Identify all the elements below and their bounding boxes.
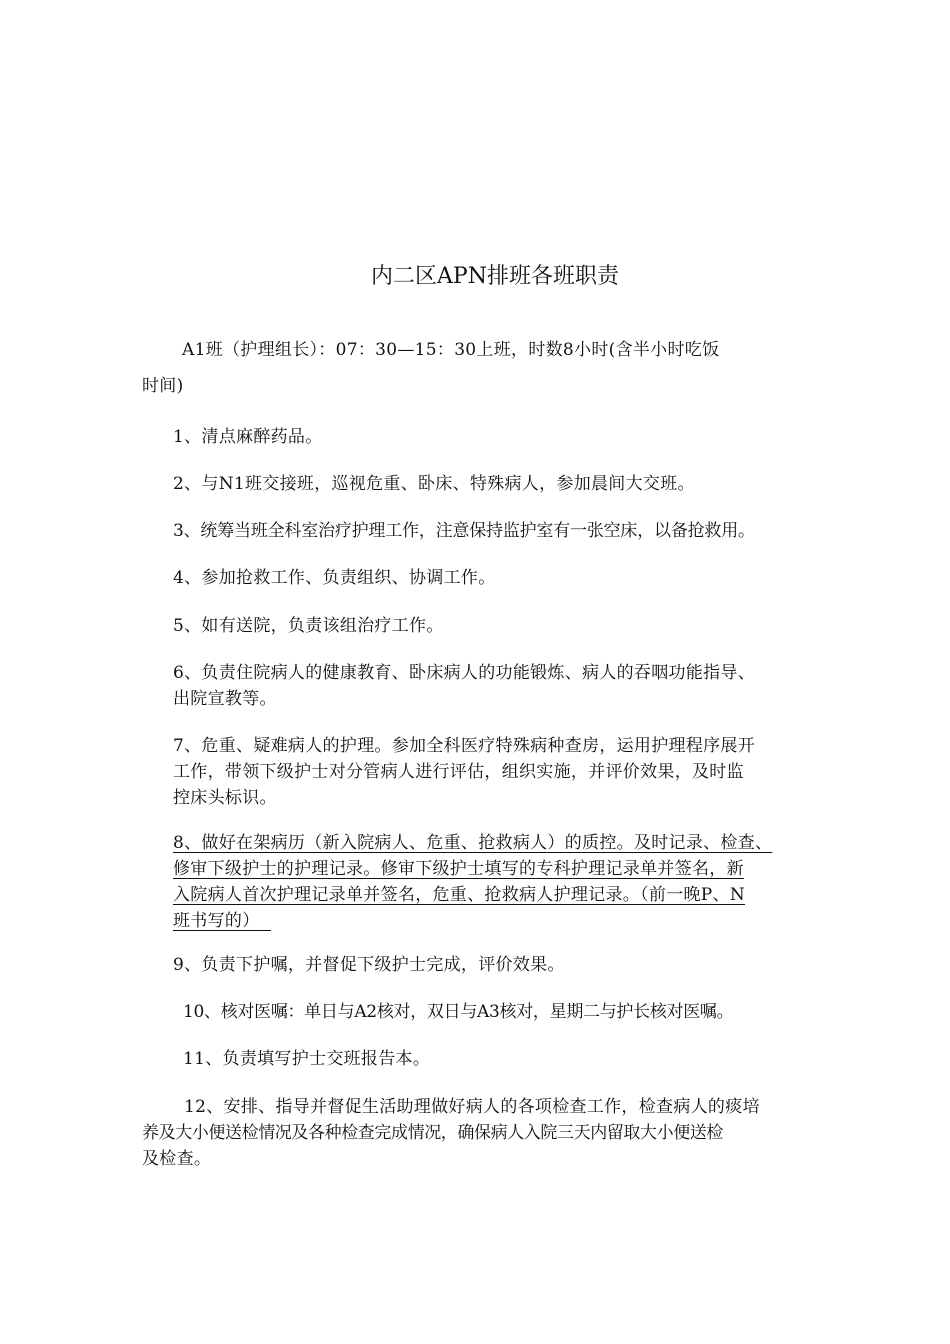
duty-item-9 [173, 952, 813, 978]
duty-item-line: 7、危重、疑难病人的护理。参加全科医疗特殊病种查房，运用护理程序展开 [173, 736, 756, 756]
intro-paragraph [142, 337, 810, 399]
underline-tail [260, 911, 271, 931]
duty-item-line: 6、负责住院病人的健康教育、卧床病人的功能锻炼、病人的吞咽功能指导、 [173, 663, 756, 683]
duty-item-line: 4、参加抢救工作、负责组织、协调工作。 [173, 568, 496, 588]
duty-item-6 [173, 660, 813, 712]
duty-item-11 [183, 1046, 823, 1072]
document-title: 内二区APN排班各班职责 [371, 264, 619, 289]
duty-item-line: 3、统筹当班全科室治疗护理工作，注意保持监护室有一张空床，以备抢救用。 [173, 521, 755, 541]
duty-item-line: 入院病人首次护理记录单并签名，危重、抢救病人护理记录。（前一晚P、N [173, 885, 746, 905]
duty-item-8 [173, 830, 813, 934]
duty-item-line-text: 班书写的） [173, 911, 260, 931]
duty-item-line: 12、安排、指导并督促生活助理做好病人的各项检查工作，检查病人的痰培 [184, 1097, 760, 1117]
duty-item-12 [142, 1094, 810, 1172]
duty-item-7 [173, 733, 813, 811]
duty-item-4 [173, 565, 813, 591]
duty-item-5 [173, 613, 813, 639]
duty-item-3 [173, 518, 813, 544]
duty-item-line: 8、做好在架病历（新入院病人、危重、抢救病人）的质控。及时记录、检查、 [173, 833, 773, 853]
duty-item-10 [183, 999, 823, 1025]
duty-item-1 [173, 424, 813, 450]
duty-item-line: 工作，带领下级护士对分管病人进行评估，组织实施，并评价效果，及时监 [173, 762, 744, 782]
duty-item-line [173, 908, 813, 934]
duty-item-line: 出院宣教等。 [173, 689, 277, 709]
duty-item-line: 9、负责下护嘱，并督促下级护士完成，评价效果。 [173, 955, 565, 975]
intro-line: 时间) [142, 376, 184, 396]
duty-item-line: 养及大小便送检情况及各种检查完成情况，确保病人入院三天内留取大小便送检 [142, 1123, 723, 1143]
duty-item-line: 1、清点麻醉药品。 [173, 427, 323, 447]
intro-line: A1班（护理组长）：07：30—15：30上班，时数8小时(含半小时吃饭 [182, 340, 720, 360]
duty-item-line: 修审下级护士的护理记录。修审下级护士填写的专科护理记录单并签名，新 [173, 859, 744, 879]
duty-item-line: 及检查。 [142, 1149, 212, 1169]
duty-item-line: 控床头标识。 [173, 788, 277, 808]
duty-item-line: 11、负责填写护士交班报告本。 [183, 1049, 431, 1069]
duty-item-line: 10、核对医嘱：单日与A2核对，双日与A3核对，星期二与护长核对医嘱。 [183, 1002, 734, 1022]
duty-item-2 [173, 471, 813, 497]
duty-item-line: 2、与N1班交接班，巡视危重、卧床、特殊病人，参加晨间大交班。 [173, 474, 695, 494]
duty-item-line: 5、如有送院，负责该组治疗工作。 [173, 616, 444, 636]
